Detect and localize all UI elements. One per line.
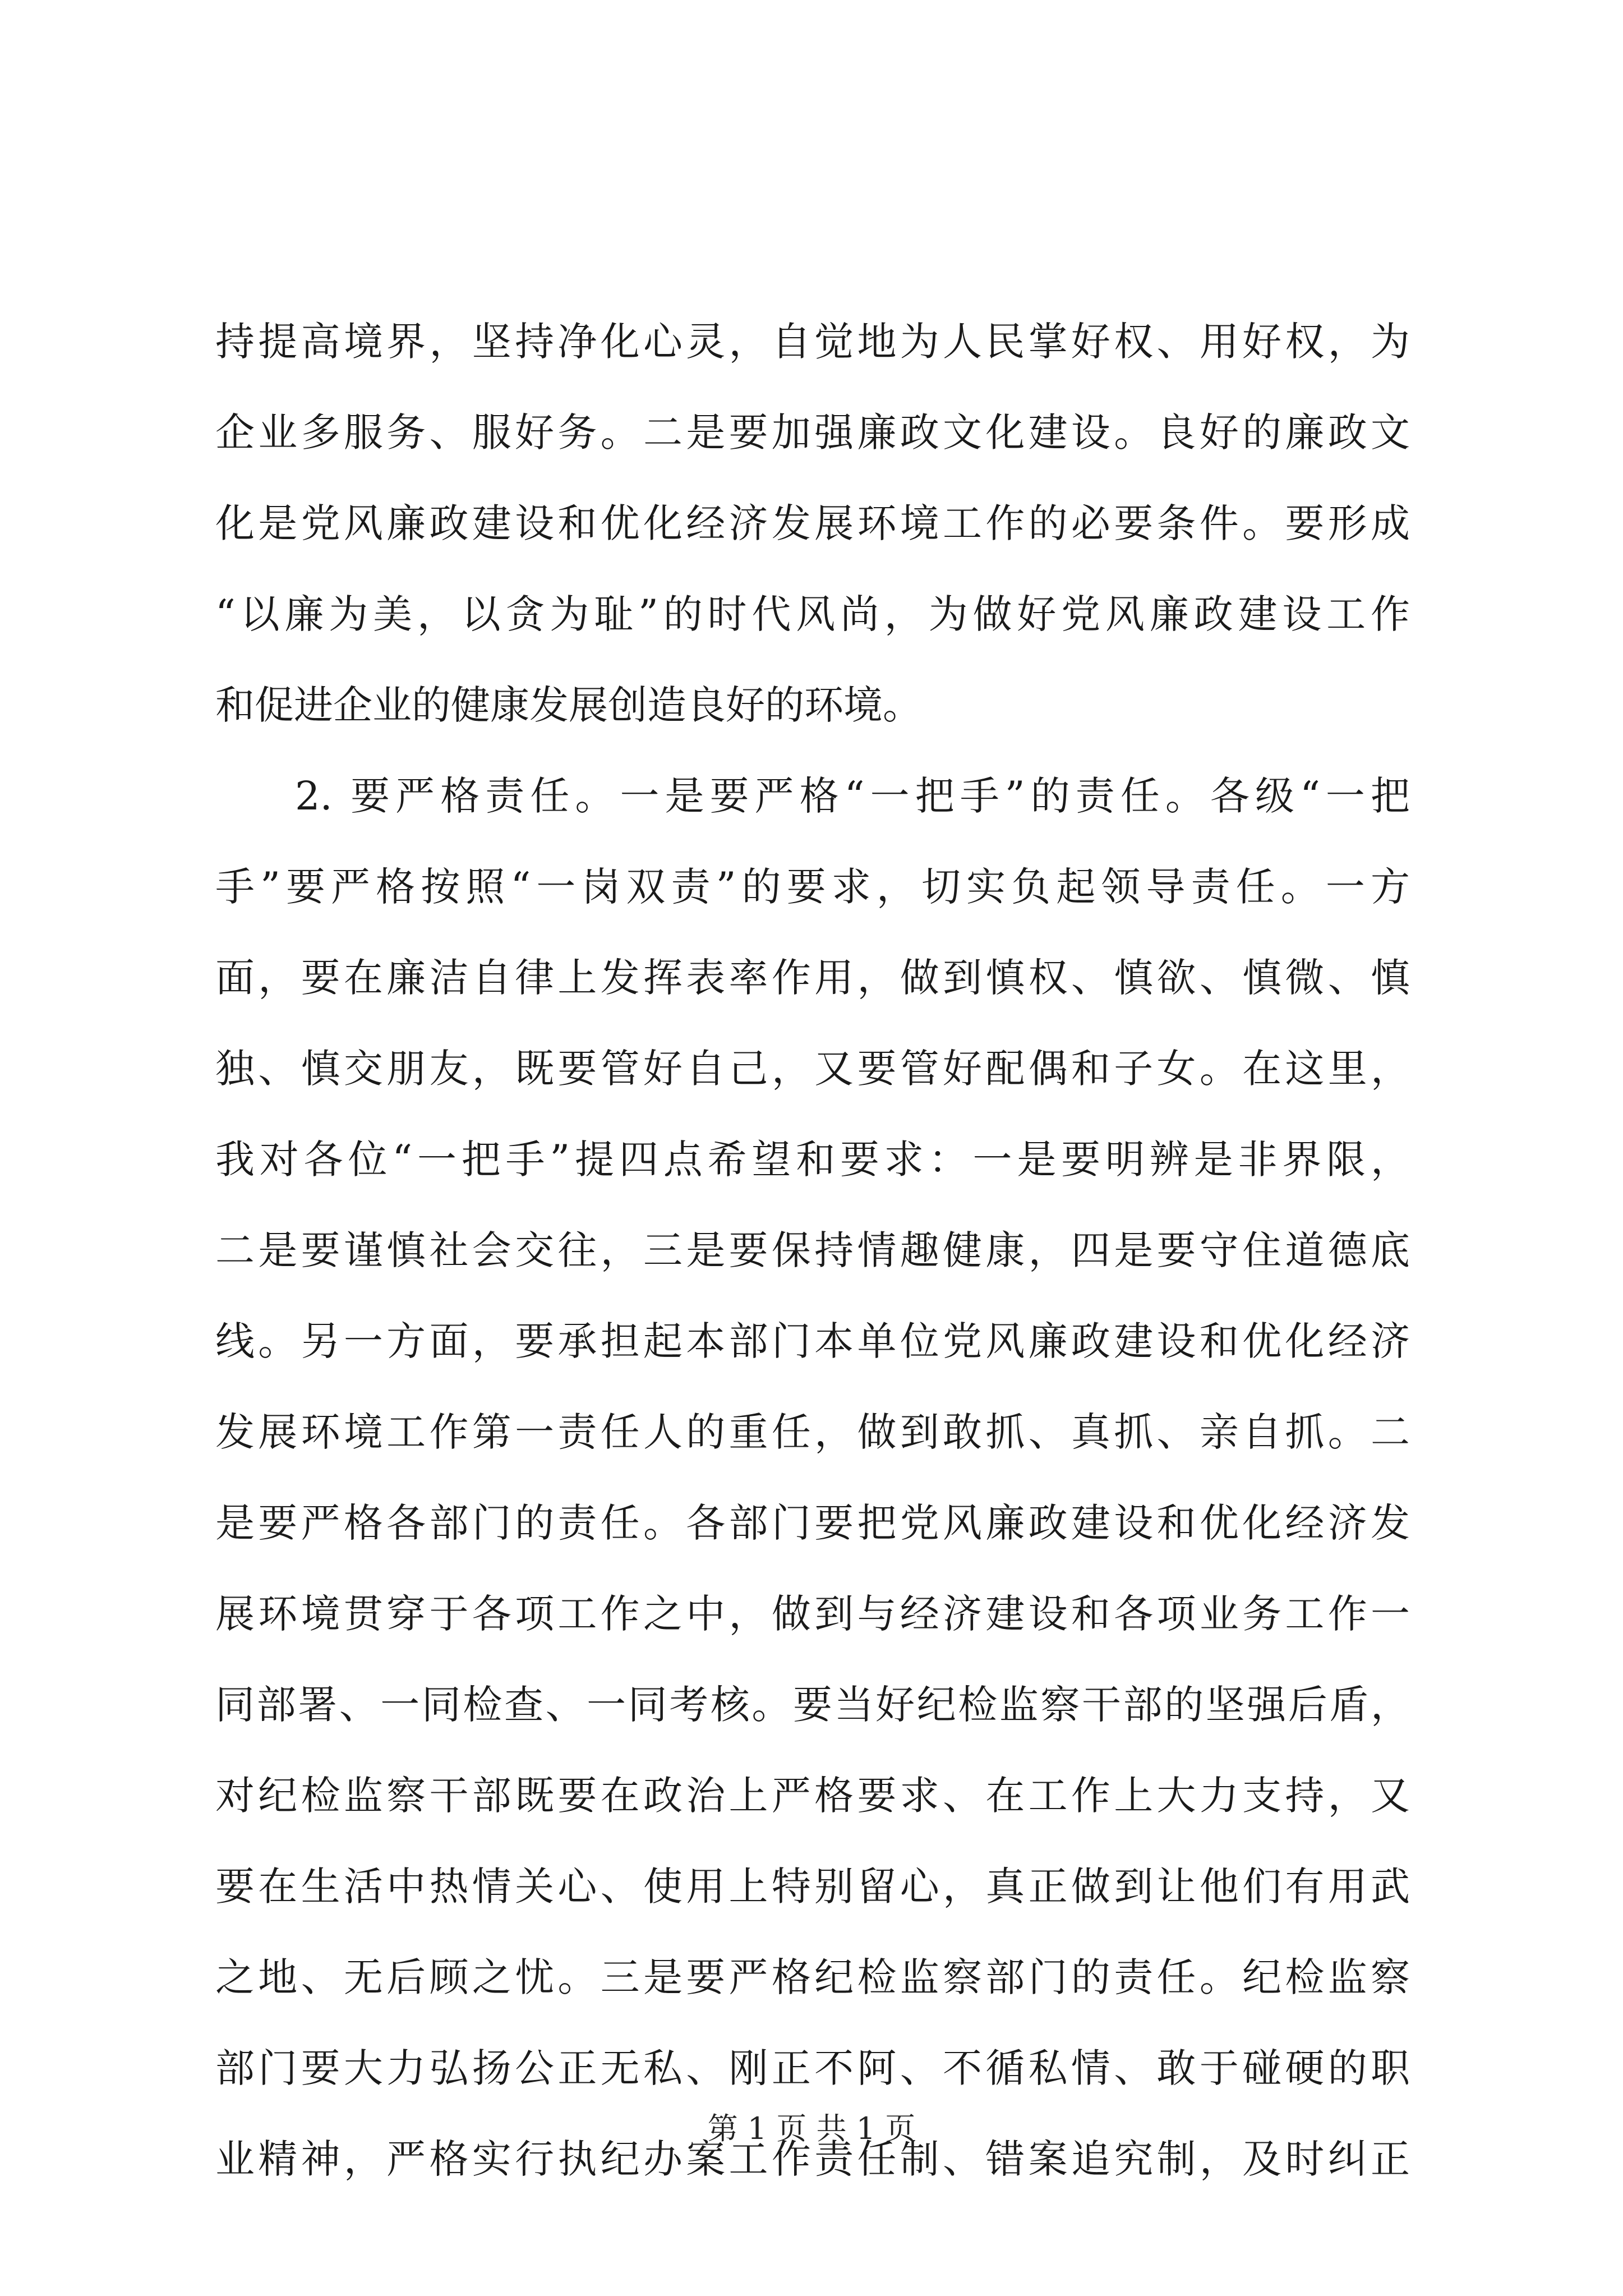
text-line: 展环境贯穿于各项工作之中，做到与经济建设和各项业务工作一 bbox=[215, 1591, 1410, 1637]
text-line: 和促进企业的健康发展创造良好的环境。 bbox=[215, 682, 922, 728]
body-text bbox=[215, 296, 1410, 2205]
page-number-footer: 第 1 页 共 1 页 bbox=[707, 2111, 916, 2146]
text-line: 发展环境工作第一责任人的重任，做到敢抓、真抓、亲自抓。二 bbox=[215, 1409, 1410, 1455]
text-line: 业精神，严格实行执纪办案工作责任制、错案追究制，及时纠正 bbox=[215, 2136, 1410, 2182]
text-line: 企业多服务、服好务。二是要加强廉政文化建设。良好的廉政文 bbox=[215, 409, 1410, 455]
text-line: 2. 要严格责任。一是要严格“一把手”的责任。各级“一把 bbox=[295, 773, 1410, 819]
text-line: 手”要严格按照“一岗双责”的要求，切实负起领导责任。一方 bbox=[215, 864, 1410, 910]
text-line: 二是要谨慎社会交往，三是要保持情趣健康，四是要守住道德底 bbox=[215, 1227, 1410, 1273]
text-line: 要在生活中热情关心、使用上特别留心，真正做到让他们有用武 bbox=[215, 1864, 1410, 1910]
text-line: 同部署、一同检查、一同考核。要当好纪检监察干部的坚强后盾， bbox=[215, 1682, 1410, 1728]
text-line: 面，要在廉洁自律上发挥表率作用，做到慎权、慎欲、慎微、慎 bbox=[215, 955, 1410, 1001]
text-line: 对纪检监察干部既要在政治上严格要求、在工作上大力支持，又 bbox=[215, 1773, 1410, 1819]
text-line: 化是党风廉政建设和优化经济发展环境工作的必要条件。要形成 bbox=[215, 500, 1410, 546]
text-line: 部门要大力弘扬公正无私、刚正不阿、不循私情、敢于碰硬的职 bbox=[215, 2045, 1410, 2091]
text-line: 持提高境界，坚持净化心灵，自觉地为人民掌好权、用好权，为 bbox=[215, 319, 1410, 365]
text-line: “以廉为美，以贪为耻”的时代风尚，为做好党风廉政建设工作 bbox=[215, 591, 1410, 637]
text-line: 是要严格各部门的责任。各部门要把党风廉政建设和优化经济发 bbox=[215, 1500, 1410, 1546]
text-line: 我对各位“一把手”提四点希望和要求：一是要明辨是非界限， bbox=[215, 1137, 1410, 1182]
text-line: 线。另一方面，要承担起本部门本单位党风廉政建设和优化经济 bbox=[215, 1318, 1410, 1364]
text-line: 独、慎交朋友，既要管好自己，又要管好配偶和子女。在这里， bbox=[215, 1046, 1410, 1092]
text-line: 之地、无后顾之忧。三是要严格纪检监察部门的责任。纪检监察 bbox=[215, 1954, 1410, 2000]
